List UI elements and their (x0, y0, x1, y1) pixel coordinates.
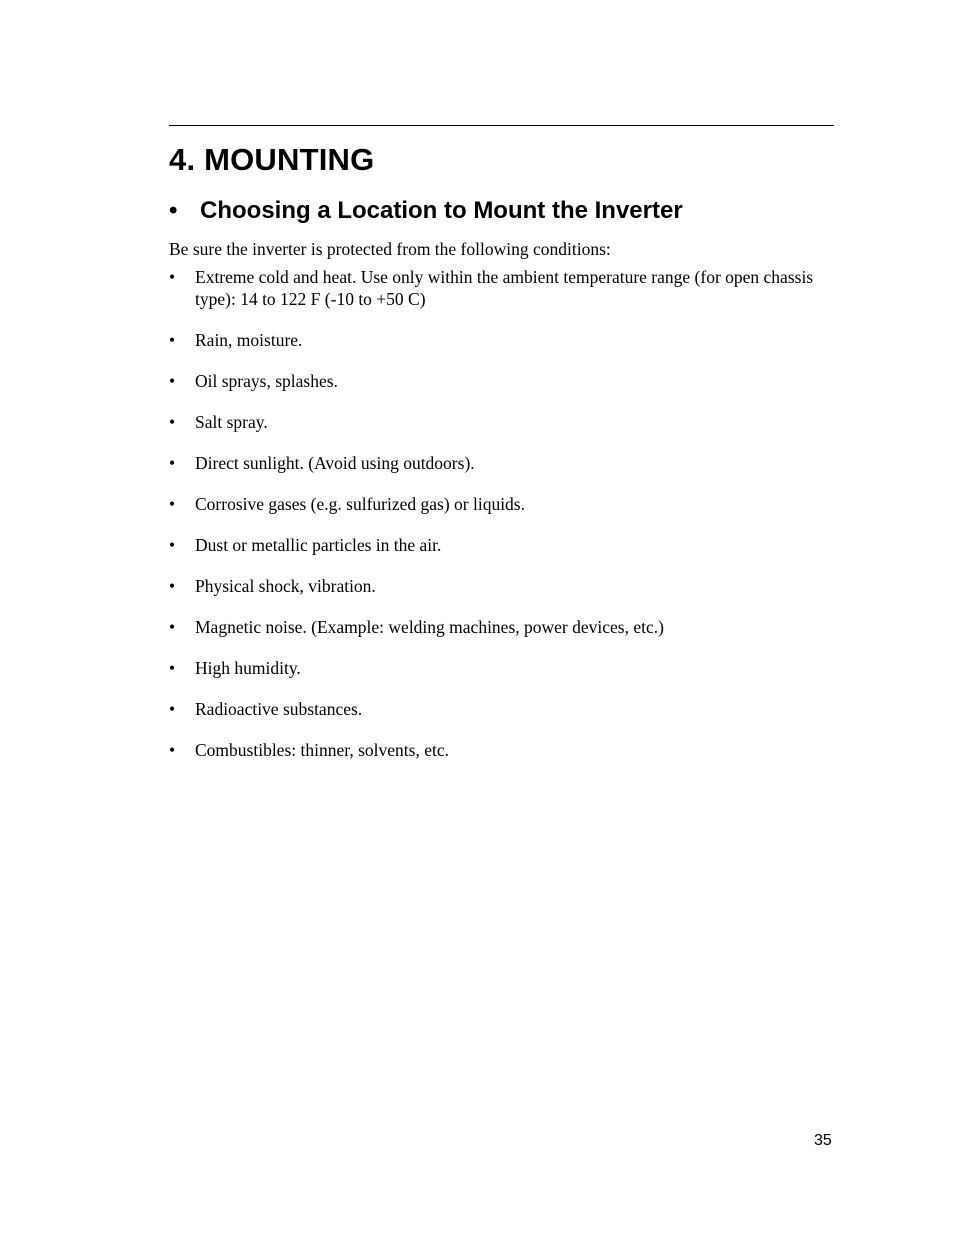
list-item-text: Direct sunlight. (Avoid using outdoors). (195, 453, 475, 473)
list-item (169, 266, 834, 329)
list-item-text: Oil sprays, splashes. (195, 371, 338, 391)
list-bullet: • (169, 371, 176, 391)
section-bullet: • (169, 197, 178, 224)
list-item (169, 739, 834, 780)
intro-text: Be sure the inverter is protected from the following conditions: (169, 239, 611, 259)
list-bullet: • (169, 330, 176, 350)
list-bullet: • (169, 740, 176, 760)
header-rule (169, 125, 834, 126)
list-item (169, 657, 834, 698)
list-item (169, 698, 834, 739)
list-item-text: Combustibles: thinner, solvents, etc. (195, 740, 449, 760)
list-bullet: • (169, 267, 176, 287)
list-item (169, 616, 834, 657)
list-item (169, 493, 834, 534)
list-item (169, 411, 834, 452)
list-bullet: • (169, 453, 176, 473)
list-item (169, 452, 834, 493)
list-bullet: • (169, 576, 176, 596)
list-item-text: Salt spray. (195, 412, 268, 432)
list-item (169, 329, 834, 370)
chapter-title: 4. MOUNTING (169, 142, 375, 177)
list-bullet: • (169, 412, 176, 432)
page-number: 35 (814, 1132, 832, 1149)
list-item-text: Radioactive substances. (195, 699, 363, 719)
list-item-text: Dust or metallic particles in the air. (195, 535, 442, 555)
list-item-text: Magnetic noise. (Example: welding machines, power devices, etc.) (195, 617, 664, 637)
section-heading (169, 195, 683, 227)
list-item-text: Rain, moisture. (195, 330, 303, 350)
list-item-text: Extreme cold and heat. Use only within the ambient temperature range (for open chassis type): 14 to 122 F (-10 to +50 C) (195, 267, 814, 309)
list-item (169, 534, 834, 575)
list-bullet: • (169, 658, 176, 678)
list-item-text: High humidity. (195, 658, 301, 678)
conditions-list (169, 266, 834, 780)
list-bullet: • (169, 535, 176, 555)
list-bullet: • (169, 699, 176, 719)
list-item (169, 575, 834, 616)
list-bullet: • (169, 617, 176, 637)
list-item-text: Physical shock, vibration. (195, 576, 376, 596)
list-bullet: • (169, 494, 176, 514)
section-heading-text: Choosing a Location to Mount the Inverter (200, 197, 683, 224)
list-item-text: Corrosive gases (e.g. sulfurized gas) or liquids. (195, 494, 525, 514)
list-item (169, 370, 834, 411)
